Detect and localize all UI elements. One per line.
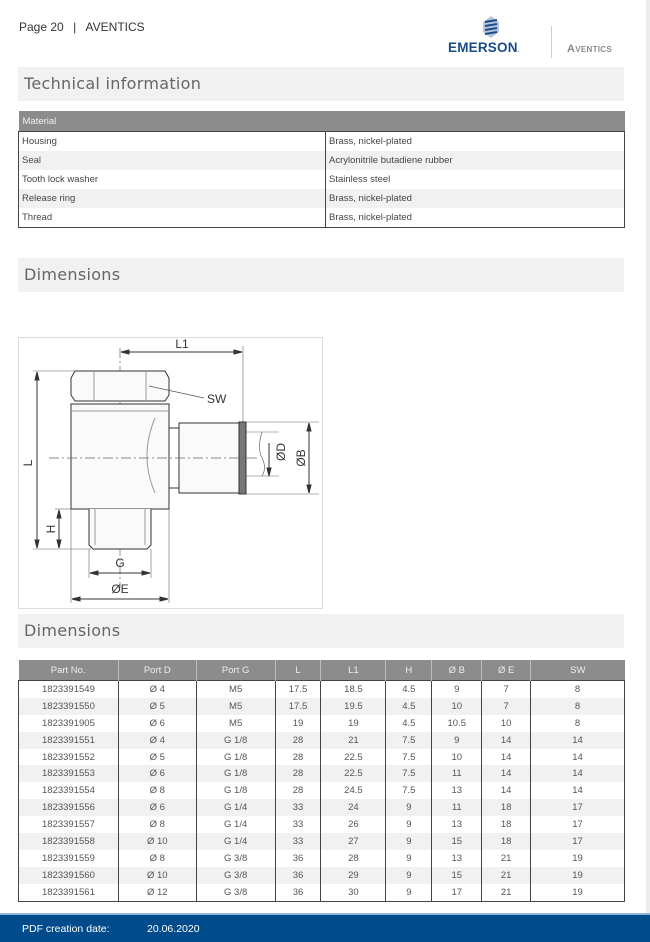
table-cell: 1823391557 bbox=[42, 819, 95, 831]
table-cell: 18 bbox=[482, 816, 531, 833]
table-cell: 9 bbox=[386, 799, 432, 816]
table-cell: Ø 6 bbox=[118, 799, 196, 816]
table-cell: 21 bbox=[321, 732, 386, 749]
table-cell: 29 bbox=[321, 867, 386, 884]
table-cell: Ø 12 bbox=[118, 884, 196, 901]
aventics-wordmark: Aventics bbox=[567, 43, 613, 55]
section-title: Dimensions bbox=[24, 621, 121, 640]
footer bbox=[0, 915, 650, 942]
table-cell: Ø 4 bbox=[118, 681, 196, 698]
table-cell: 1823391553 bbox=[19, 765, 119, 782]
component-cell: Tooth lock washer bbox=[22, 174, 99, 185]
table-cell: 7.5 bbox=[386, 749, 432, 766]
emerson-logo-icon bbox=[483, 16, 499, 38]
table-cell: 7.5 bbox=[386, 732, 432, 749]
table-cell: 21 bbox=[482, 850, 531, 867]
dimensions-table bbox=[18, 660, 625, 902]
material-row bbox=[19, 151, 625, 170]
table-cell: 28 bbox=[275, 765, 321, 782]
table-cell: 4.5 bbox=[386, 698, 432, 715]
table-cell: 13 bbox=[432, 782, 482, 799]
table-cell: 21 bbox=[482, 867, 531, 884]
table-cell: 10.5 bbox=[432, 715, 482, 732]
table-cell: 4.5 bbox=[386, 715, 432, 732]
table-row bbox=[19, 867, 625, 884]
table-cell: 4.5 bbox=[386, 681, 432, 698]
table-row bbox=[19, 698, 625, 715]
table-cell: 36 bbox=[275, 867, 321, 884]
page-edge bbox=[646, 0, 650, 915]
table-cell: 17 bbox=[531, 833, 625, 850]
table-row bbox=[19, 765, 625, 782]
table-cell: 22.5 bbox=[321, 765, 386, 782]
table-cell: 19 bbox=[531, 867, 625, 884]
table-cell: 8 bbox=[531, 715, 625, 732]
component-cell: Seal bbox=[19, 151, 326, 170]
pdf-creation-label: PDF creation date: bbox=[22, 923, 110, 935]
table-row bbox=[19, 749, 625, 766]
table-cell: 19 bbox=[275, 715, 321, 732]
table-cell: 11 bbox=[432, 799, 482, 816]
table-cell: 26 bbox=[321, 816, 386, 833]
table-cell: 24.5 bbox=[321, 782, 386, 799]
table-cell: 27 bbox=[321, 833, 386, 850]
column-header: Ø B bbox=[432, 660, 482, 681]
table-cell: Ø 10 bbox=[118, 867, 196, 884]
table-cell: 1823391549 bbox=[42, 683, 95, 695]
table-cell: G 1/8 bbox=[196, 732, 275, 749]
table-cell: G 3/8 bbox=[196, 884, 275, 901]
table-cell: 14 bbox=[482, 749, 531, 766]
table-cell: 9 bbox=[432, 732, 482, 749]
table-cell: 1823391561 bbox=[42, 886, 95, 898]
table-row bbox=[19, 782, 625, 799]
header-separator: | bbox=[73, 20, 77, 34]
table-cell: 13 bbox=[432, 816, 482, 833]
table-cell: 1823391559 bbox=[42, 852, 95, 864]
header-brand: AVENTICS bbox=[85, 20, 145, 34]
table-cell: 19 bbox=[531, 884, 625, 901]
material-cell: Brass, nickel-plated bbox=[326, 189, 625, 208]
table-cell: M5 bbox=[196, 698, 275, 715]
column-header: H bbox=[386, 660, 432, 681]
section-technical-information bbox=[18, 67, 624, 101]
table-row bbox=[19, 681, 625, 698]
table-cell: 1823391558 bbox=[19, 833, 119, 850]
label-od: ØD bbox=[274, 443, 288, 461]
material-cell: Acrylonitrile butadiene rubber bbox=[326, 151, 625, 170]
material-row bbox=[19, 170, 625, 189]
table-cell: 7.5 bbox=[386, 782, 432, 799]
table-cell: 24 bbox=[321, 799, 386, 816]
emerson-aventics-logo bbox=[448, 16, 648, 60]
page-header bbox=[19, 20, 145, 34]
table-cell: G 1/8 bbox=[196, 782, 275, 799]
table-cell: 9 bbox=[432, 681, 482, 698]
material-table-header: Material bbox=[19, 111, 625, 132]
table-cell: 7 bbox=[482, 698, 531, 715]
table-cell: 14 bbox=[531, 732, 625, 749]
table-cell: 7 bbox=[482, 681, 531, 698]
fitting-drawing bbox=[19, 338, 322, 608]
table-cell: 15 bbox=[432, 867, 482, 884]
table-cell: Ø 4 bbox=[118, 732, 196, 749]
table-row bbox=[19, 850, 625, 867]
table-row bbox=[19, 884, 625, 901]
component-cell: Housing bbox=[22, 136, 57, 147]
table-cell: 18.5 bbox=[321, 681, 386, 698]
material-row bbox=[19, 208, 625, 228]
table-cell: 36 bbox=[275, 850, 321, 867]
table-cell: 28 bbox=[275, 782, 321, 799]
table-cell: 19 bbox=[531, 850, 625, 867]
table-cell: 28 bbox=[321, 850, 386, 867]
table-cell: 14 bbox=[482, 732, 531, 749]
table-cell: Ø 6 bbox=[118, 765, 196, 782]
pdf-creation-date: 20.06.2020 bbox=[147, 923, 200, 935]
table-cell: 9 bbox=[386, 867, 432, 884]
component-cell: Release ring bbox=[19, 189, 326, 208]
table-cell: 17.5 bbox=[275, 698, 321, 715]
label-l: L bbox=[21, 459, 35, 467]
table-cell: Ø 5 bbox=[118, 749, 196, 766]
table-cell: 1823391556 bbox=[19, 799, 119, 816]
column-header: L bbox=[275, 660, 321, 681]
material-cell: Stainless steel bbox=[326, 170, 625, 189]
section-dimensions-table bbox=[18, 614, 624, 648]
column-header: Ø E bbox=[482, 660, 531, 681]
table-cell: 36 bbox=[275, 884, 321, 901]
table-cell: Ø 5 bbox=[118, 698, 196, 715]
table-cell: 14 bbox=[531, 782, 625, 799]
table-cell: 17 bbox=[531, 816, 625, 833]
table-cell: G 1/4 bbox=[196, 799, 275, 816]
table-row bbox=[19, 715, 625, 732]
table-cell: 8 bbox=[531, 698, 625, 715]
table-cell: 19 bbox=[321, 715, 386, 732]
table-cell: M5 bbox=[196, 681, 275, 698]
table-cell: 33 bbox=[275, 833, 321, 850]
table-cell: M5 bbox=[196, 715, 275, 732]
table-cell: 1823391554 bbox=[42, 785, 95, 797]
material-row bbox=[19, 132, 625, 152]
section-title: Dimensions bbox=[24, 265, 121, 284]
page-number: Page 20 bbox=[19, 20, 64, 34]
table-cell: 33 bbox=[275, 816, 321, 833]
column-header: SW bbox=[531, 660, 625, 681]
table-row bbox=[19, 732, 625, 749]
table-cell: 1823391551 bbox=[19, 732, 119, 749]
table-cell: 17 bbox=[531, 799, 625, 816]
table-row bbox=[19, 833, 625, 850]
table-cell: G 1/8 bbox=[196, 749, 275, 766]
table-cell: 17.5 bbox=[275, 681, 321, 698]
material-cell: Brass, nickel-plated bbox=[326, 208, 625, 228]
table-cell: 14 bbox=[482, 782, 531, 799]
table-cell: 19.5 bbox=[321, 698, 386, 715]
dimension-drawing bbox=[18, 337, 323, 609]
table-cell: 28 bbox=[275, 749, 321, 766]
column-header: Port G bbox=[196, 660, 275, 681]
table-cell: 18 bbox=[482, 799, 531, 816]
table-cell: 10 bbox=[432, 698, 482, 715]
table-cell: 10 bbox=[432, 749, 482, 766]
table-cell: 18 bbox=[482, 833, 531, 850]
table-cell: 28 bbox=[275, 732, 321, 749]
label-l1: L1 bbox=[175, 338, 189, 351]
table-cell: 8 bbox=[531, 681, 625, 698]
table-cell: 21 bbox=[482, 884, 531, 901]
column-header: L1 bbox=[321, 660, 386, 681]
material-table bbox=[18, 111, 625, 228]
table-cell: 33 bbox=[275, 799, 321, 816]
label-sw: SW bbox=[207, 392, 227, 406]
table-cell: 11 bbox=[432, 765, 482, 782]
label-g: G bbox=[115, 556, 125, 570]
table-cell: 14 bbox=[531, 749, 625, 766]
table-cell: 1823391550 bbox=[19, 698, 119, 715]
table-cell: 9 bbox=[386, 833, 432, 850]
section-dimensions-drawing bbox=[18, 258, 624, 292]
label-oe: ØE bbox=[111, 582, 129, 596]
table-cell: 7.5 bbox=[386, 765, 432, 782]
table-cell: 10 bbox=[482, 715, 531, 732]
logo-divider bbox=[551, 26, 552, 58]
label-h: H bbox=[44, 524, 58, 534]
emerson-wordmark: EMERSON. bbox=[448, 40, 520, 55]
section-title: Technical information bbox=[24, 74, 202, 93]
table-cell: 30 bbox=[321, 884, 386, 901]
table-cell: Ø 6 bbox=[118, 715, 196, 732]
table-cell: 17 bbox=[432, 884, 482, 901]
table-row bbox=[19, 816, 625, 833]
table-cell: 9 bbox=[386, 884, 432, 901]
table-cell: 22.5 bbox=[321, 749, 386, 766]
table-cell: 9 bbox=[386, 816, 432, 833]
table-cell: 1823391560 bbox=[19, 867, 119, 884]
table-cell: 15 bbox=[432, 833, 482, 850]
table-cell: G 1/4 bbox=[196, 833, 275, 850]
table-cell: 14 bbox=[531, 765, 625, 782]
table-cell: 9 bbox=[386, 850, 432, 867]
material-cell: Brass, nickel-plated bbox=[326, 132, 625, 152]
table-cell: 1823391552 bbox=[42, 751, 95, 763]
material-row bbox=[19, 189, 625, 208]
table-row bbox=[19, 799, 625, 816]
column-header: Port D bbox=[118, 660, 196, 681]
table-cell: Ø 8 bbox=[118, 782, 196, 799]
table-cell: Ø 10 bbox=[118, 833, 196, 850]
table-cell: 13 bbox=[432, 850, 482, 867]
table-cell: 1823391905 bbox=[42, 717, 95, 729]
table-cell: G 3/8 bbox=[196, 867, 275, 884]
component-cell: Thread bbox=[22, 212, 53, 223]
column-header: Part No. bbox=[19, 660, 119, 681]
table-cell: 14 bbox=[482, 765, 531, 782]
label-ob: ØB bbox=[294, 449, 308, 467]
table-cell: G 1/8 bbox=[196, 765, 275, 782]
table-cell: Ø 8 bbox=[118, 816, 196, 833]
table-cell: G 3/8 bbox=[196, 850, 275, 867]
table-cell: Ø 8 bbox=[118, 850, 196, 867]
table-cell: G 1/4 bbox=[196, 816, 275, 833]
